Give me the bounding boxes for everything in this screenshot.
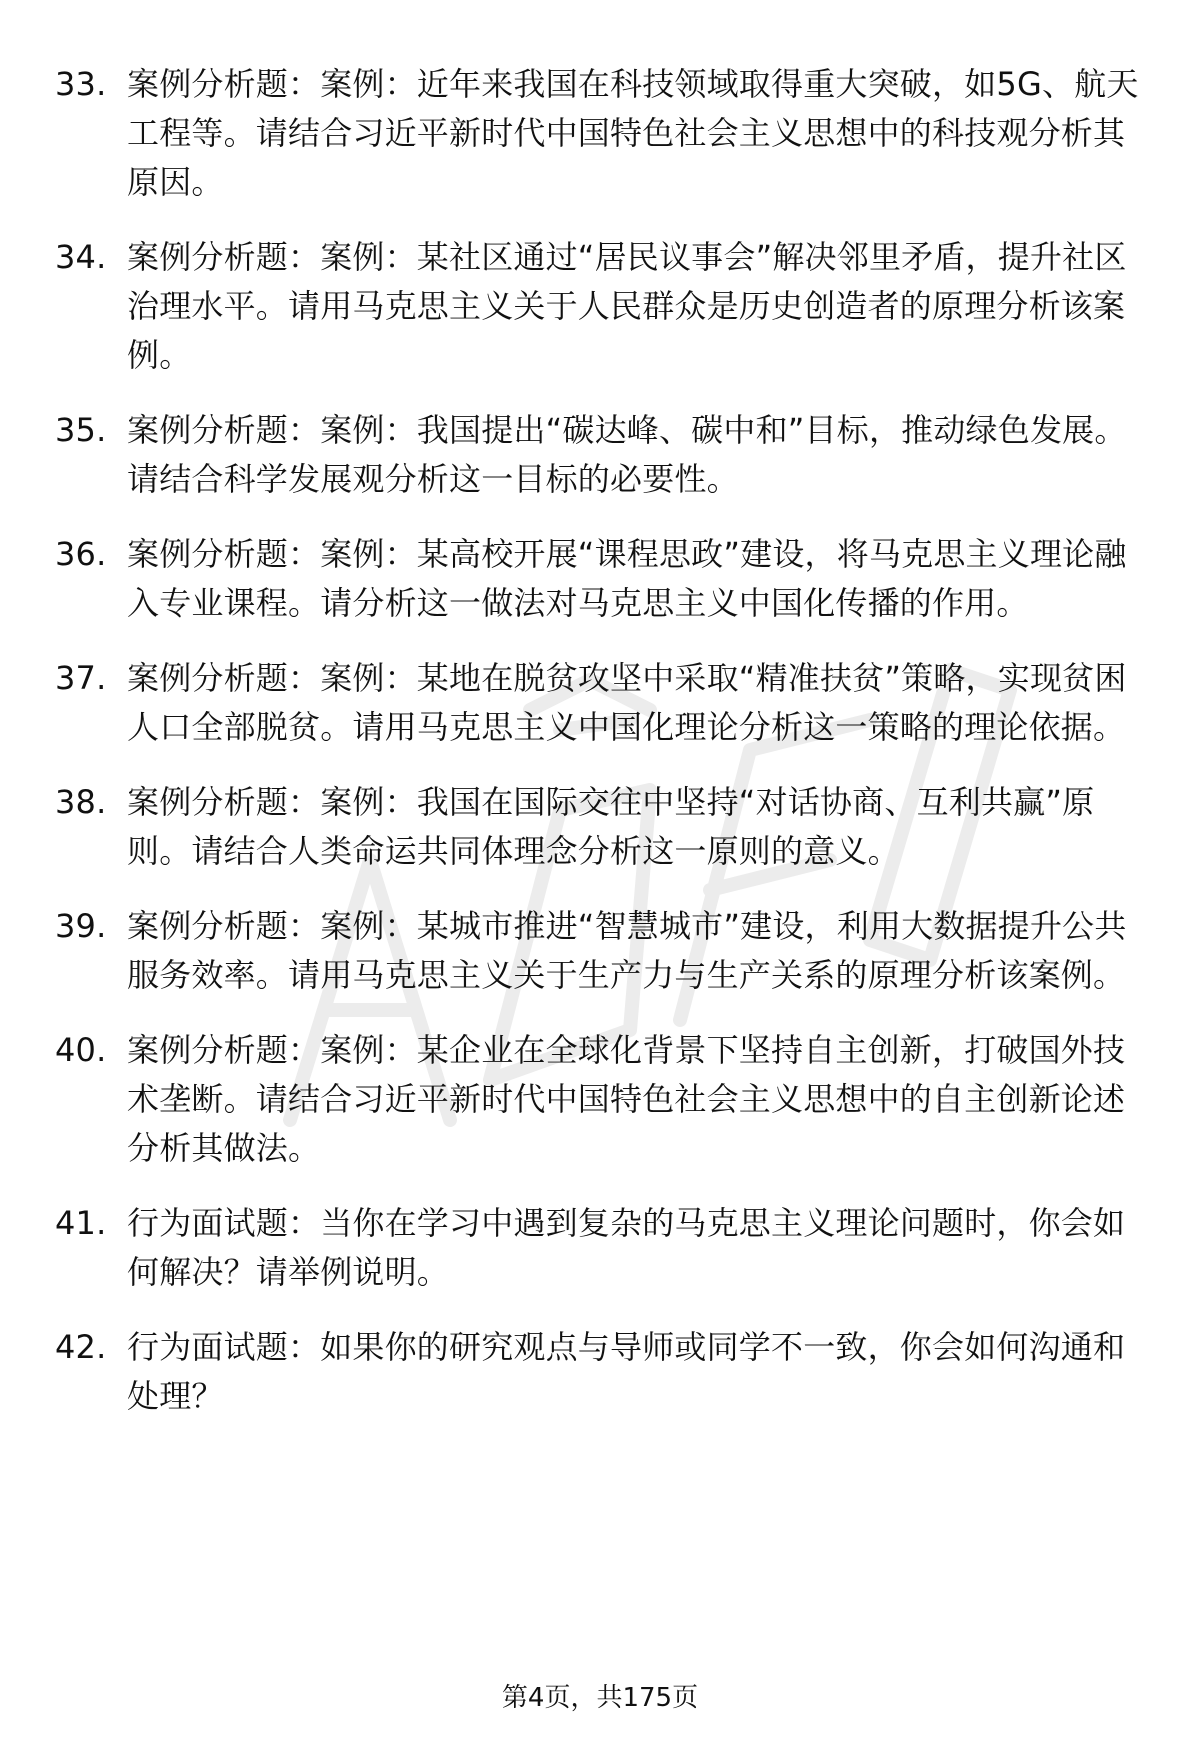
question-number: 38. (55, 783, 107, 821)
question-item (0, 1026, 1200, 1173)
question-number: 37. (55, 659, 107, 697)
question-text: 案例分析题：案例：近年来我国在科技领域取得重大突破，如5G、航天工程等。请结合习近平新时代中国特色社会主义思想中的科技观分析其原因。 (127, 65, 1139, 201)
question-item (0, 530, 1200, 628)
question-text: 案例分析题：案例：我国提出“碳达峰、碳中和”目标，推动绿色发展。请结合科学发展观分析这一目标的必要性。 (127, 411, 1127, 498)
page-footer (0, 1680, 1200, 1716)
question-text: 案例分析题：案例：我国在国际交往中坚持“对话协商、互利共赢”原则。请结合人类命运共同体理念分析这一原则的意义。 (127, 783, 1095, 870)
question-item (0, 60, 1200, 207)
question-number: 33. (55, 65, 107, 103)
question-text: 案例分析题：案例：某社区通过“居民议事会”解决邻里矛盾，提升社区治理水平。请用马克思主义关于人民群众是历史创造者的原理分析该案例。 (127, 238, 1127, 374)
question-item (0, 233, 1200, 380)
question-text: 案例分析题：案例：某高校开展“课程思政”建设，将马克思主义理论融入专业课程。请分析这一做法对马克思主义中国化传播的作用。 (127, 535, 1127, 622)
question-list (0, 60, 1200, 1421)
question-text: 案例分析题：案例：某城市推进“智慧城市”建设，利用大数据提升公共服务效率。请用马克思主义关于生产力与生产关系的原理分析该案例。 (127, 907, 1127, 994)
question-item (0, 902, 1200, 1000)
question-text: 行为面试题：如果你的研究观点与导师或同学不一致，你会如何沟通和处理？ (127, 1328, 1126, 1415)
question-number: 35. (55, 411, 107, 449)
question-item (0, 654, 1200, 752)
question-number: 40. (55, 1031, 107, 1069)
question-item (0, 1199, 1200, 1297)
question-text: 案例分析题：案例：某地在脱贫攻坚中采取“精准扶贫”策略，实现贫困人口全部脱贫。请用马克思主义中国化理论分析这一策略的理论依据。 (127, 659, 1127, 746)
question-item (0, 778, 1200, 876)
question-item (0, 406, 1200, 504)
question-number: 41. (55, 1204, 107, 1242)
question-item (0, 1323, 1200, 1421)
question-text: 行为面试题：当你在学习中遇到复杂的马克思主义理论问题时，你会如何解决？请举例说明。 (127, 1204, 1126, 1291)
question-text: 案例分析题：案例：某企业在全球化背景下坚持自主创新，打破国外技术垄断。请结合习近平新时代中国特色社会主义思想中的自主创新论述分析其做法。 (127, 1031, 1126, 1167)
question-number: 36. (55, 535, 107, 573)
page-number-label: 第4页，共175页 (501, 1683, 699, 1713)
question-number: 39. (55, 907, 107, 945)
question-number: 34. (55, 238, 107, 276)
question-number: 42. (55, 1328, 107, 1366)
